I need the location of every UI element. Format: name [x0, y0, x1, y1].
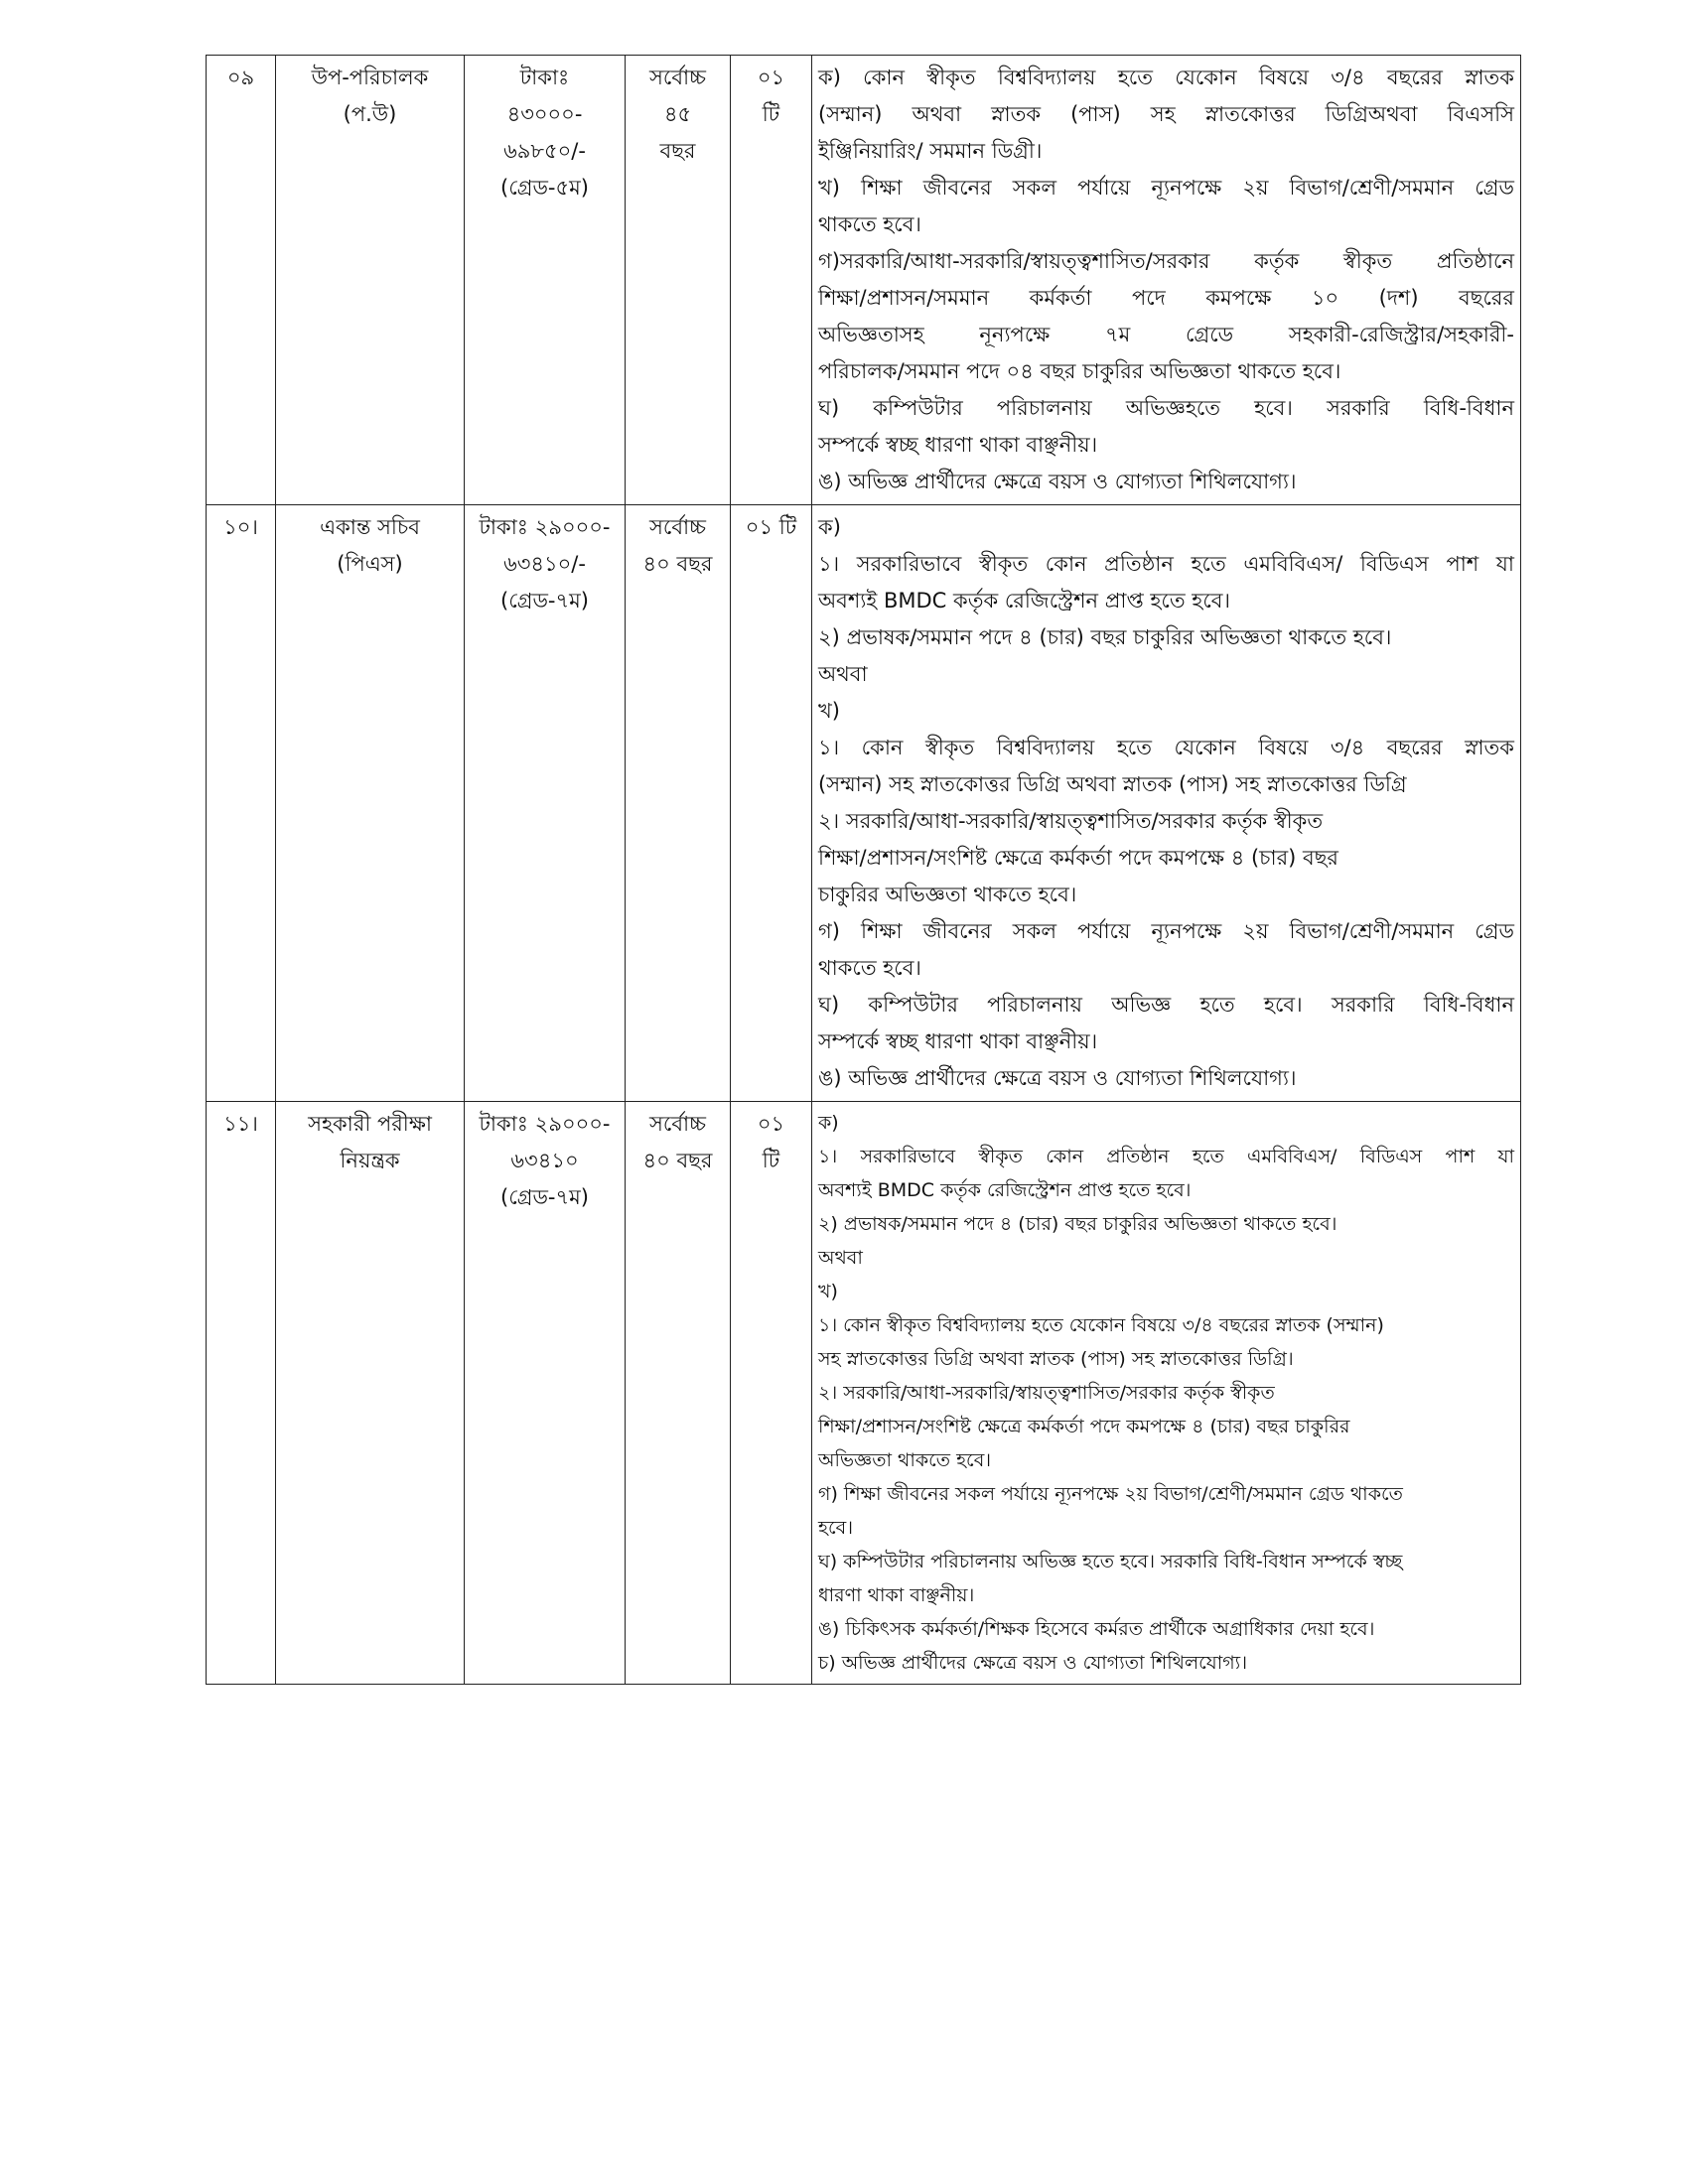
qualification-line: ঙ) অভিজ্ঞ প্রার্থীদের ক্ষেত্রে বয়স ও যোগ্যতা শিথিলযোগ্য। [818, 470, 1297, 493]
pay-scale-cell [465, 505, 626, 1102]
qualification-line: চাকুরির অভিজ্ঞতা থাকতে হবে। [818, 883, 1077, 906]
qualification-line: ২) প্রভাষক/সমমান পদে ৪ (চার) বছর চাকুরির অভিজ্ঞতা থাকতে হবে। [818, 1213, 1337, 1235]
qualification-line: সম্পর্কে স্বচ্ছ ধারণা থাকা বাঞ্ছনীয়। [818, 1029, 1098, 1053]
qualification-line: ধারণা থাকা বাঞ্ছনীয়। [818, 1584, 975, 1606]
post-name-cell [276, 505, 465, 1102]
qualification-cell [812, 56, 1521, 505]
qualification-line: ঘ) কম্পিউটার পরিচালনায় অভিজ্ঞ হতে হবে। সরকারি বিধি-বিধান সম্পর্কে স্বচ্ছ [818, 1551, 1403, 1572]
cell-line: টাকাঃ ২৯০০০- [479, 515, 611, 539]
qualification-cell [812, 1102, 1521, 1685]
qualification-line: সম্পর্কে স্বচ্ছ ধারণা থাকা বাঞ্ছনীয়। [818, 433, 1098, 457]
serial-cell: ১১। [207, 1102, 276, 1685]
qualification-line: অথবা [818, 1247, 863, 1269]
cell-line: উপ-পরিচালক [311, 66, 429, 89]
cell-line: ৬৩৪১০ [510, 1149, 579, 1172]
qualification-line: অবশ্যই BMDC কর্তৃক রেজিস্ট্রেশন প্রাপ্ত হতে হবে। [818, 1179, 1192, 1201]
post-name-cell [276, 1102, 465, 1685]
qualification-line: গ) শিক্ষা জীবনের সকল পর্যায়ে ন্যূনপক্ষে ২য় বিভাগ/শ্রেণী/সমমান গ্রেড [818, 919, 1514, 943]
cell-line: ৪০ বছর [642, 552, 713, 576]
qualification-line: চ) অভিজ্ঞ প্রার্থীদের ক্ষেত্রে বয়স ও যোগ্যতা শিথিলযোগ্য। [818, 1652, 1247, 1674]
qualification-line: ঙ) অভিজ্ঞ প্রার্থীদের ক্ষেত্রে বয়স ও যোগ্যতা শিথিলযোগ্য। [818, 1066, 1297, 1090]
serial-cell: ১০। [207, 505, 276, 1102]
qualification-line: শিক্ষা/প্রশাসন/সমমান কর্মকর্তা পদে কমপক্ষে ১০ (দশ) বছরের [818, 286, 1514, 310]
qualification-line: ক) [818, 515, 841, 539]
age-limit-cell [626, 1102, 731, 1685]
cell-line: ৪৫ [663, 102, 692, 126]
qualification-line: খ) [818, 699, 840, 723]
qualification-line: ঘ) কম্পিউটার পরিচালনায় অভিজ্ঞ হতে হবে। সরকারি বিধি-বিধান [818, 993, 1514, 1017]
posts-table [206, 55, 1521, 1685]
qualification-line: ১। সরকারিভাবে স্বীকৃত কোন প্রতিষ্ঠান হতে এমবিবিএস/ বিডিএস পাশ যা [818, 552, 1514, 576]
qualification-line: ১। কোন স্বীকৃত বিশ্ববিদ্যালয় হতে যেকোন বিষয়ে ৩/৪ বছরের স্নাতক (সম্মান) [818, 1314, 1384, 1336]
cell-line: টাকাঃ ২৯০০০- [479, 1112, 611, 1136]
post-count-cell [731, 56, 812, 505]
qualification-line: ২। সরকারি/আধা-সরকারি/স্বায়ত্ত্বশাসিত/সরকার কর্তৃক স্বীকৃত [818, 1382, 1275, 1404]
cell-line: (গ্রেড-৭ম) [500, 1185, 589, 1209]
qualification-line: থাকতে হবে। [818, 212, 921, 236]
qualification-line: ইঞ্জিনিয়ারিং/ সমমান ডিগ্রী। [818, 139, 1043, 163]
age-limit-cell [626, 56, 731, 505]
cell-line: ০১ [757, 1112, 785, 1136]
qualification-line: অথবা [818, 662, 868, 686]
cell-line: সর্বোচ্চ [649, 66, 706, 89]
serial-cell: ০৯ [207, 56, 276, 505]
post-count-cell [731, 1102, 812, 1685]
cell-line: ০১ টি [745, 515, 797, 539]
qualification-line: ২) প্রভাষক/সমমান পদে ৪ (চার) বছর চাকুরির অভিজ্ঞতা থাকতে হবে। [818, 625, 1392, 649]
pay-scale-cell [465, 56, 626, 505]
cell-line: সহকারী পরীক্ষা [308, 1112, 432, 1136]
qualification-line: অবশ্যই BMDC কর্তৃক রেজিস্ট্রেশন প্রাপ্ত হতে হবে। [818, 589, 1230, 613]
qualification-line: সহ স্নাতকোত্তর ডিগ্রি অথবা স্নাতক (পাস) সহ স্নাতকোত্তর ডিগ্রি। [818, 1348, 1294, 1370]
qualification-line: ঘ) কম্পিউটার পরিচালনায় অভিজ্ঞহতে হবে। সরকারি বিধি-বিধান [818, 396, 1514, 420]
qualification-line: ঙ) চিকিৎসক কর্মকর্তা/শিক্ষক হিসেবে কর্মরত প্রার্থীকে অগ্রাধিকার দেয়া হবে। [818, 1618, 1375, 1640]
cell-line: টাকাঃ [519, 66, 570, 89]
qualification-line: হবে। [818, 1517, 853, 1539]
qualification-line: ১। কোন স্বীকৃত বিশ্ববিদ্যালয় হতে যেকোন বিষয়ে ৩/৪ বছরের স্নাতক [818, 736, 1514, 759]
qualification-line: খ) [818, 1281, 838, 1302]
qualification-line: (সম্মান) সহ স্নাতকোত্তর ডিগ্রি অথবা স্নাতক (পাস) সহ স্নাতকোত্তর ডিগ্রি [818, 772, 1407, 796]
post-count-cell [731, 505, 812, 1102]
cell-line: সর্বোচ্চ [649, 1112, 706, 1136]
qualification-line: খ) শিক্ষা জীবনের সকল পর্যায়ে ন্যূনপক্ষে ২য় বিভাগ/শ্রেণী/সমমান গ্রেড [818, 176, 1514, 200]
cell-line: বছর [659, 139, 696, 163]
cell-line: (গ্রেড-৭ম) [500, 589, 589, 613]
cell-line: ৬৩৪১০/- [503, 552, 586, 576]
cell-line: একান্ত সচিব [320, 515, 420, 539]
qualification-line: গ)সরকারি/আধা-সরকারি/স্বায়ত্ত্বশাসিত/সরকার কর্তৃক স্বীকৃত প্রতিষ্ঠানে [818, 249, 1514, 273]
cell-line: টি [762, 1149, 780, 1172]
cell-line: ০১ [757, 66, 785, 89]
cell-line: (গ্রেড-৫ম) [500, 176, 589, 200]
age-limit-cell [626, 505, 731, 1102]
table-row [207, 56, 1521, 505]
qualification-line: অভিজ্ঞতাসহ নূন্যপক্ষে ৭ম গ্রেডে সহকারী-রেজিস্ট্রার/সহকারী- [818, 323, 1514, 346]
cell-line: (প.উ) [343, 102, 397, 126]
qualification-line: ২। সরকারি/আধা-সরকারি/স্বায়ত্ত্বশাসিত/সরকার কর্তৃক স্বীকৃত [818, 809, 1324, 833]
qualification-line: অভিজ্ঞতা থাকতে হবে। [818, 1449, 992, 1471]
qualification-line: ক) [818, 1112, 839, 1134]
table-row [207, 1102, 1521, 1685]
table-row [207, 505, 1521, 1102]
cell-line: ৪৩০০০- [506, 102, 583, 126]
qualification-line: গ) শিক্ষা জীবনের সকল পর্যায়ে ন্যূনপক্ষে ২য় বিভাগ/শ্রেণী/সমমান গ্রেড থাকতে [818, 1483, 1403, 1505]
qualification-cell [812, 505, 1521, 1102]
qualification-line: ১। সরকারিভাবে স্বীকৃত কোন প্রতিষ্ঠান হতে এমবিবিএস/ বিডিএস পাশ যা [818, 1146, 1514, 1167]
qualification-line: শিক্ষা/প্রশাসন/সংশিষ্ট ক্ষেত্রে কর্মকর্তা পদে কমপক্ষে ৪ (চার) বছর [818, 846, 1338, 870]
cell-line: সর্বোচ্চ [649, 515, 706, 539]
cell-line: ৪০ বছর [642, 1149, 713, 1172]
pay-scale-cell [465, 1102, 626, 1685]
cell-line: নিয়ন্ত্রক [340, 1149, 400, 1172]
cell-line: টি [762, 102, 780, 126]
post-name-cell [276, 56, 465, 505]
qualification-line: ক) কোন স্বীকৃত বিশ্ববিদ্যালয় হতে যেকোন বিষয়ে ৩/৪ বছরের স্নাতক [818, 66, 1514, 89]
qualification-line: থাকতে হবে। [818, 956, 921, 980]
cell-line: (পিএস) [337, 552, 403, 576]
qualification-line: শিক্ষা/প্রশাসন/সংশিষ্ট ক্ষেত্রে কর্মকর্তা পদে কমপক্ষে ৪ (চার) বছর চাকুরির [818, 1416, 1350, 1437]
cell-line: ৬৯৮৫০/- [503, 139, 586, 163]
qualification-line: পরিচালক/সমমান পদে ০৪ বছর চাকুরির অভিজ্ঞতা থাকতে হবে। [818, 359, 1341, 383]
qualification-line: (সম্মান) অথবা স্নাতক (পাস) সহ স্নাতকোত্তর ডিগ্রিঅথবা বিএসসি [818, 102, 1514, 126]
